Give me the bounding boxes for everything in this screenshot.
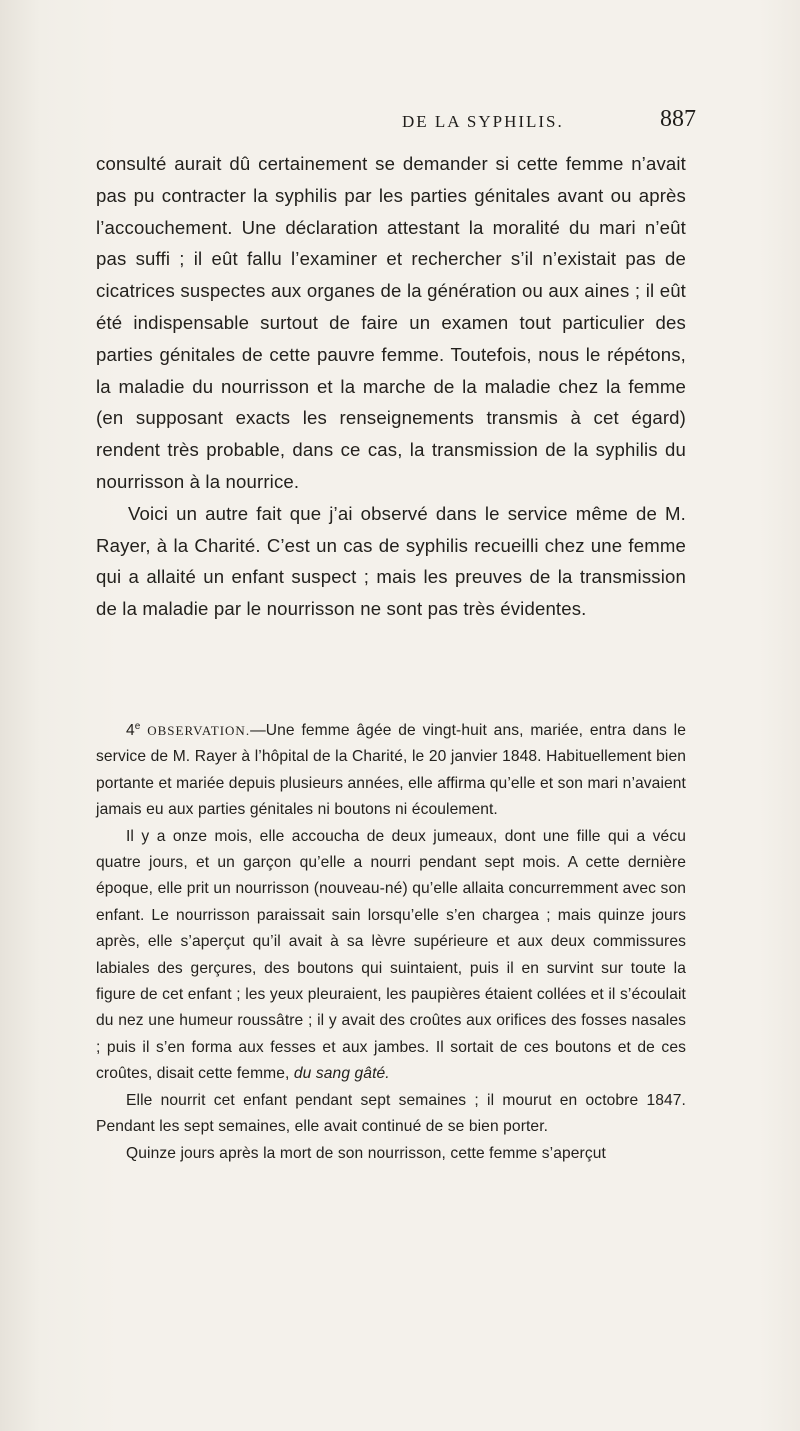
running-title: DE LA SYPHILIS. [402,112,564,131]
observation-quote: du sang gâté. [293,1065,390,1083]
observation-block [96,718,686,1167]
observation-paragraph-2-text: Il y a onze mois, elle accoucha de deux jumeaux, dont une fille qui a vécu quatre jours, et un garçon qu’elle a nourri pendant sept mois. A cette dernière époque, elle prit un nourrisson (nouveau-né) qu’elle allaita concurremment avec son enfant. Le nourrisson paraissait sain lorsqu’elle s’en chargea ; mais quinze jours après, elle s’aperçut qu’il avait à sa lèvre supérieure et aux deux commissures labiales des gerçures, des boutons qui suintaient, puis il en survint sur toute la figure de cet enfant ; les yeux pleuraient, les paupières étaient collées et il s’écoulait du nez une humeur roussâtre ; il y avait des croûtes aux orifices des fosses nasales ; puis il s’en forma aux fesses et aux jambes. Il sortait de ces boutons et de ces croûtes, disait cette femme, [96,827,686,1083]
observation-number: 4 [126,722,135,739]
observation-paragraph-4: Quinze jours après la mort de son nourrisson, cette femme s’aperçut [126,1144,606,1162]
observation-number-suffix: e [134,720,141,732]
page-number: 887 [660,106,696,132]
main-text-block [96,148,686,625]
observation-paragraph-1-text: —Une femme âgée de vingt-huit ans, mariée, entra dans le service de M. Rayer à l’hôpital de la Charité, le 20 janvier 1848. Habituellement bien portante et mariée depuis plusieurs années, elle affirma qu’elle et son mari n’avaient jamais eu aux parties génitales ni boutons ni écoulement. [96,722,686,819]
main-paragraph-2: Voici un autre fait que j’ai observé dans le service même de M. Rayer, à la Charité. C’est un cas de syphilis recueilli chez une femme qui a allaité un enfant suspect ; mais les preuves de la transmission de la maladie par le nourrisson ne sont pas très évidentes. [96,502,686,620]
main-paragraph-1: consulté aurait dû certainement se demander si cette femme n’avait pas pu contracter la syphilis par les parties génitales avant ou après l’accouchement. Une déclaration attestant la moralité du mari n’eût pas suffi ; il eût fallu l’examiner et rechercher s’il n’existait pas de cicatrices suspectes aux organes de la génération ou aux aines ; il eût été indispensable surtout de faire un examen tout particulier des parties génitales de cette pauvre femme. Toutefois, nous le répétons, la maladie du nourrisson et la marche de la maladie chez la femme (en supposant exacts les renseignements transmis à cet égard) rendent très probable, dans ce cas, la transmission de la syphilis du nourrisson à la nourrice. [96,153,686,492]
observation-label: OBSERVATION. [147,723,251,738]
observation-paragraph-3: Elle nourrit cet enfant pendant sept semaines ; il mourut en octobre 1847. Pendant les sept semaines, elle avait continué de se bien porter. [96,1091,686,1136]
page-header [0,106,800,140]
observation-paragraph-1 [96,718,686,824]
observation-paragraph-2 [96,824,686,1088]
